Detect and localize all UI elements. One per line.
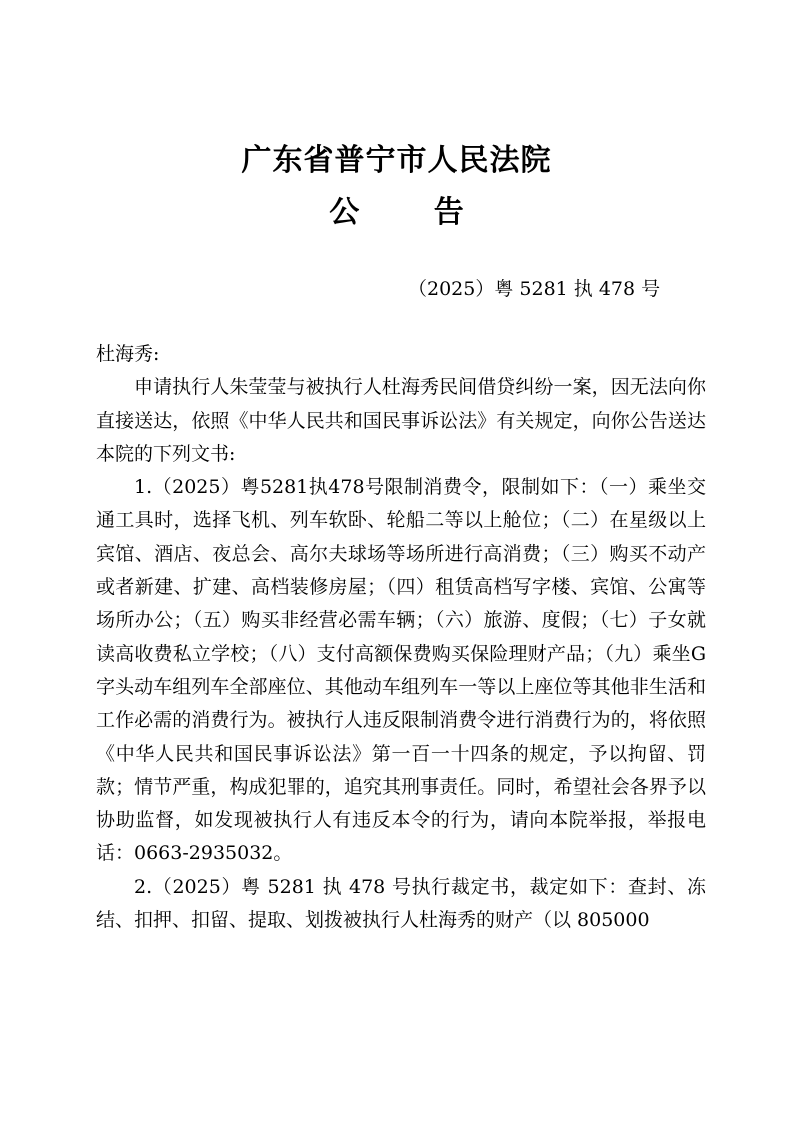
court-name-heading: 广东省普宁市人民法院 [241, 143, 552, 178]
paragraph-intro: 申请执行人朱莹莹与被执行人杜海秀民间借贷纠纷一案，因无法向你直接送达，依照《中华人民共和国民事诉讼法》有关规定，向你公告送达本院的下列文书: [96, 376, 706, 465]
document-body [96, 338, 706, 937]
document-type-heading: 公 告 [329, 195, 496, 230]
paragraph-item-2: 2.（2025）粤 5281 执 478 号执行裁定书，裁定如下：查封、冻结、扣押、扣留、提取、划拨被执行人杜海秀的财产（以 805000 [96, 875, 706, 932]
paragraph-item-1: 1.（2025）粤5281执478号限制消费令，限制如下：（一）乘坐交通工具时，选择飞机、列车软卧、轮船二等以上舱位；（二）在星级以上宾馆、酒店、夜总会、高尔夫球场等场所进行高消费；（三）购买不动产或者新建、扩建、高档装修房屋；（四）租赁高档写字楼、宾馆、公寓等场所办公；（五）购买非经营必需车辆；（六）旅游、度假；（七）子女就读高收费私立学校；（八）支付高额保费购买保险理财产品；（九）乘坐G字头动车组列车全部座位、其他动车组列车一等以上座位等其他非生活和工作必需的消费行为。被执行人违反限制消费令进行消费行为的，将依照《中华人民共和国民事诉讼法》第一百一十四条的规定，予以拘留、罚款；情节严重，构成犯罪的，追究其刑事责任。同时，希望社会各界予以协助监督，如发现被执行人有违反本令的行为，请向本院举报，举报电话：0663-2935032。 [96, 476, 706, 865]
addressee: 杜海秀: [96, 343, 160, 365]
case-number: （2025）粤 5281 执 478 号 [408, 278, 661, 300]
